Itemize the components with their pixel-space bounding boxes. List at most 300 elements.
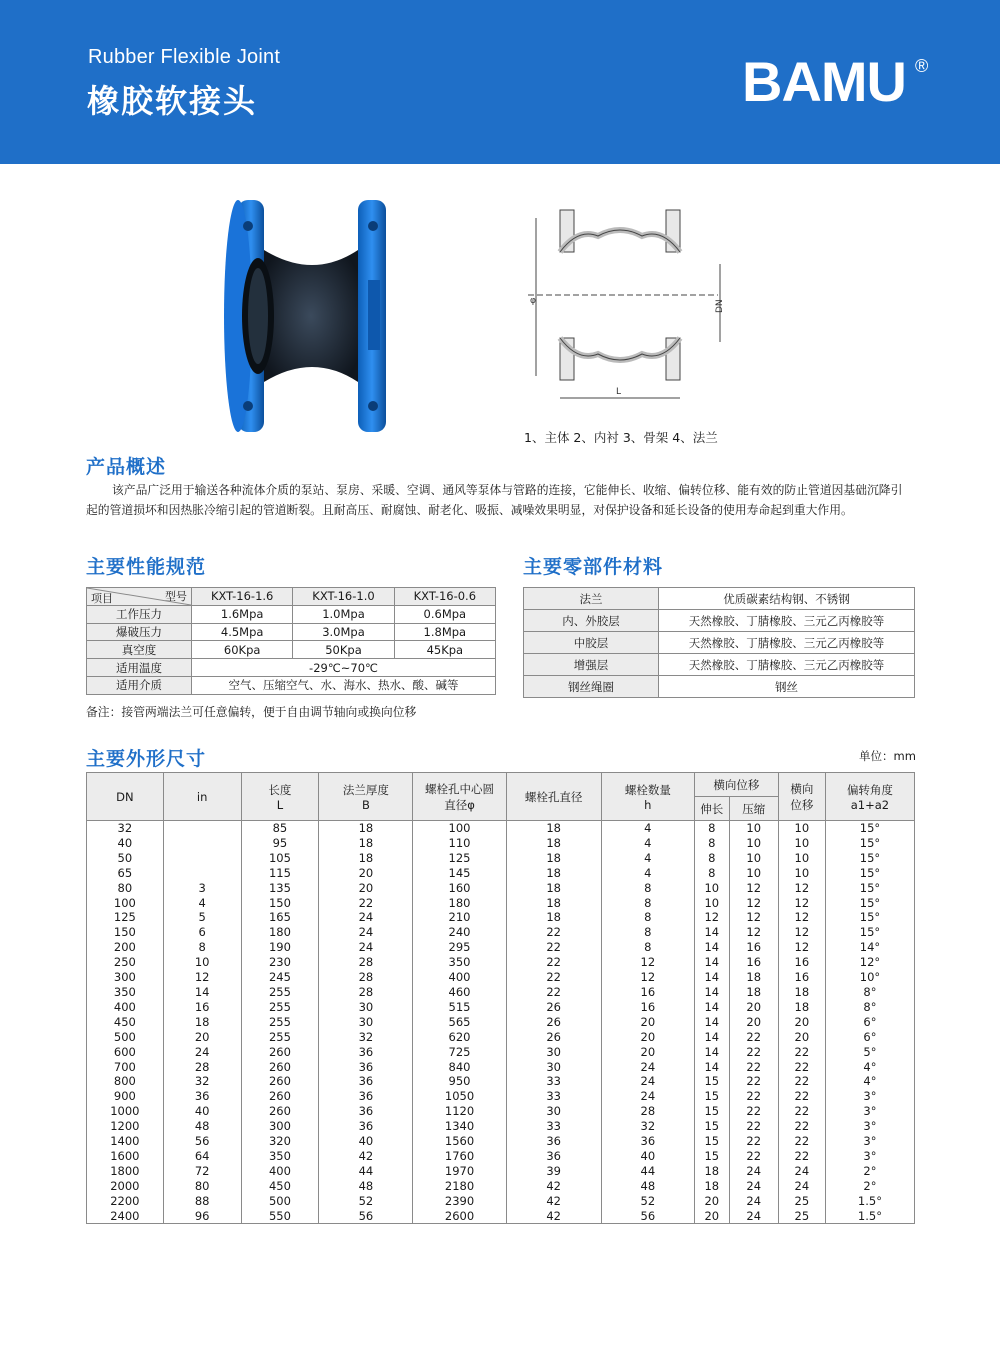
table-cell: 8 bbox=[601, 940, 694, 955]
table-cell: 350 bbox=[241, 1149, 319, 1164]
table-cell: 160 bbox=[413, 881, 506, 896]
title-chinese: 橡胶软接头 bbox=[87, 82, 258, 120]
col-axial: 横向位移 bbox=[694, 773, 778, 797]
table-cell: 10 bbox=[729, 866, 778, 881]
part-material: 天然橡胶、丁腈橡胶、三元乙丙橡胶等 bbox=[659, 632, 915, 654]
table-cell: 18 bbox=[319, 836, 413, 851]
cell: 1.6Mpa bbox=[192, 605, 293, 623]
table-cell: 15° bbox=[825, 866, 914, 881]
table-cell: 1200 bbox=[87, 1119, 164, 1134]
col-compress: 压缩 bbox=[729, 797, 778, 821]
title-english: Rubber Flexible Joint bbox=[88, 46, 281, 68]
header-band bbox=[0, 0, 1000, 164]
table-cell: 33 bbox=[506, 1089, 601, 1104]
table-cell: 1.5° bbox=[825, 1194, 914, 1209]
table-cell: 2000 bbox=[87, 1179, 164, 1194]
performance-table bbox=[86, 587, 496, 695]
table-cell: 1400 bbox=[87, 1134, 164, 1149]
table-cell: 255 bbox=[241, 1015, 319, 1030]
table-cell: 22 bbox=[729, 1030, 778, 1045]
table-cell: 22 bbox=[506, 955, 601, 970]
col-flange bbox=[319, 773, 413, 821]
table-cell: 30 bbox=[506, 1060, 601, 1075]
table-cell: 12 bbox=[778, 940, 825, 955]
table-cell: 18 bbox=[694, 1164, 729, 1179]
table-cell: 18 bbox=[319, 851, 413, 866]
table-cell: 24 bbox=[601, 1089, 694, 1104]
table-cell: 15° bbox=[825, 836, 914, 851]
cell: -29℃~70℃ bbox=[192, 659, 496, 677]
col-pcd bbox=[413, 773, 506, 821]
table-cell: 12 bbox=[729, 910, 778, 925]
row-label: 爆破压力 bbox=[87, 623, 192, 641]
table-cell: 65 bbox=[87, 866, 164, 881]
table-cell: 10 bbox=[778, 851, 825, 866]
performance-note: 备注：接管两端法兰可任意偏转，便于自由调节轴向或换向位移 bbox=[86, 705, 417, 719]
table-row bbox=[87, 970, 915, 985]
table-cell: 44 bbox=[601, 1164, 694, 1179]
table-cell: 10 bbox=[163, 955, 241, 970]
table-cell: 28 bbox=[319, 970, 413, 985]
table-cell bbox=[163, 836, 241, 851]
table-cell: 20 bbox=[778, 1030, 825, 1045]
table-cell: 15° bbox=[825, 881, 914, 896]
table-cell: 400 bbox=[87, 1000, 164, 1015]
table-cell: 52 bbox=[601, 1194, 694, 1209]
table-cell: 26 bbox=[506, 1015, 601, 1030]
table-row bbox=[87, 910, 915, 925]
table-cell: 18 bbox=[778, 985, 825, 1000]
table-cell: 18 bbox=[506, 851, 601, 866]
table-cell: 2400 bbox=[87, 1209, 164, 1224]
table-cell: 14 bbox=[694, 940, 729, 955]
table-cell: 40 bbox=[601, 1149, 694, 1164]
table-cell: 900 bbox=[87, 1089, 164, 1104]
table-cell: 24 bbox=[319, 940, 413, 955]
table-cell: 48 bbox=[163, 1119, 241, 1134]
table-cell: 18 bbox=[729, 985, 778, 1000]
table-row bbox=[87, 955, 915, 970]
table-cell: 105 bbox=[241, 851, 319, 866]
table-cell: 12 bbox=[729, 881, 778, 896]
performance-title: 主要性能规范 bbox=[86, 556, 207, 578]
table-cell: 15 bbox=[694, 1134, 729, 1149]
table-cell: 14 bbox=[694, 985, 729, 1000]
table-cell: 1970 bbox=[413, 1164, 506, 1179]
table-cell: 3° bbox=[825, 1119, 914, 1134]
dn-label: DN bbox=[715, 299, 725, 313]
table-cell: 135 bbox=[241, 881, 319, 896]
table-cell: 56 bbox=[163, 1134, 241, 1149]
table-cell: 12 bbox=[778, 896, 825, 911]
table-cell: 16 bbox=[778, 970, 825, 985]
overview-text: 该产品广泛用于输送各种流体介质的泵站、泵房、采暖、空调、通风等泵体与管路的连接，它能伸长、收缩、偏转位移、能有效的防止管道因基础沉降引起的管道损坏和因热胀冷缩引起的管道断裂。且耐高压、耐腐蚀、耐老化、吸振、减噪效果明显，对保护设备和延长设备的使用寿命起到重大作用。 bbox=[86, 483, 903, 517]
table-cell: 14 bbox=[694, 970, 729, 985]
table-cell: 28 bbox=[601, 1104, 694, 1119]
table-cell: 22 bbox=[729, 1104, 778, 1119]
table-cell: 14 bbox=[694, 955, 729, 970]
table-cell: 550 bbox=[241, 1209, 319, 1224]
table-cell: 24 bbox=[319, 925, 413, 940]
table-cell: 39 bbox=[506, 1164, 601, 1179]
table-row bbox=[87, 1015, 915, 1030]
table-cell: 450 bbox=[241, 1179, 319, 1194]
table-cell: 22 bbox=[729, 1074, 778, 1089]
table-cell: 32 bbox=[319, 1030, 413, 1045]
cell: 45Kpa bbox=[394, 641, 495, 659]
table-cell: 5° bbox=[825, 1045, 914, 1060]
table-cell: 25 bbox=[778, 1209, 825, 1224]
table-cell: 72 bbox=[163, 1164, 241, 1179]
table-cell: 12 bbox=[163, 970, 241, 985]
table-cell: 24 bbox=[319, 910, 413, 925]
table-cell: 200 bbox=[87, 940, 164, 955]
table-cell: 300 bbox=[241, 1119, 319, 1134]
table-cell: 40 bbox=[163, 1104, 241, 1119]
part-material: 优质碳素结构钢、不锈钢 bbox=[659, 588, 915, 610]
table-cell: 620 bbox=[413, 1030, 506, 1045]
brand-logo: BAMU bbox=[742, 50, 906, 113]
table-cell: 50 bbox=[87, 851, 164, 866]
table-cell: 18 bbox=[506, 910, 601, 925]
part-material: 钢丝 bbox=[659, 676, 915, 698]
table-cell: 150 bbox=[241, 896, 319, 911]
table-cell: 33 bbox=[506, 1119, 601, 1134]
table-cell: 1560 bbox=[413, 1134, 506, 1149]
table-cell: 145 bbox=[413, 866, 506, 881]
table-cell: 3° bbox=[825, 1104, 914, 1119]
table-cell: 350 bbox=[87, 985, 164, 1000]
table-cell: 515 bbox=[413, 1000, 506, 1015]
table-cell: 18 bbox=[729, 970, 778, 985]
table-row bbox=[87, 836, 915, 851]
table-cell: 33 bbox=[506, 1074, 601, 1089]
model-header: KXT-16-1.6 bbox=[192, 588, 293, 606]
corner-bottom: 项目 bbox=[91, 591, 113, 605]
table-cell: 24 bbox=[729, 1164, 778, 1179]
table-cell: 24 bbox=[163, 1045, 241, 1060]
table-cell: 180 bbox=[241, 925, 319, 940]
table-cell: 255 bbox=[241, 985, 319, 1000]
table-cell: 500 bbox=[241, 1194, 319, 1209]
table-cell: 32 bbox=[163, 1074, 241, 1089]
table-cell: 18 bbox=[694, 1179, 729, 1194]
table-cell: 8 bbox=[601, 925, 694, 940]
table-cell: 15° bbox=[825, 925, 914, 940]
table-cell: 255 bbox=[241, 1030, 319, 1045]
table-cell: 1600 bbox=[87, 1149, 164, 1164]
table-cell: 2° bbox=[825, 1164, 914, 1179]
table-row bbox=[87, 1060, 915, 1075]
table-cell: 22 bbox=[729, 1134, 778, 1149]
table-cell: 22 bbox=[778, 1089, 825, 1104]
table-cell: 56 bbox=[319, 1209, 413, 1224]
table-cell: 18 bbox=[506, 881, 601, 896]
table-cell: 12° bbox=[825, 955, 914, 970]
cell: 60Kpa bbox=[192, 641, 293, 659]
table-cell: 40 bbox=[319, 1134, 413, 1149]
table-cell: 18 bbox=[506, 836, 601, 851]
table-row bbox=[87, 851, 915, 866]
table-cell: 110 bbox=[413, 836, 506, 851]
product-photo bbox=[218, 190, 428, 440]
table-cell: 4 bbox=[601, 866, 694, 881]
table-cell: 36 bbox=[319, 1060, 413, 1075]
table-cell: 28 bbox=[319, 955, 413, 970]
col-length-symbol: L bbox=[276, 797, 284, 812]
table-cell: 240 bbox=[413, 925, 506, 940]
table-cell: 8° bbox=[825, 1000, 914, 1015]
table-cell: 15 bbox=[694, 1119, 729, 1134]
table-cell: 8 bbox=[694, 836, 729, 851]
col-in: in bbox=[163, 773, 241, 821]
table-row bbox=[87, 925, 915, 940]
table-cell: 2180 bbox=[413, 1179, 506, 1194]
table-cell: 22 bbox=[778, 1060, 825, 1075]
table-cell: 1340 bbox=[413, 1119, 506, 1134]
table-cell: 3° bbox=[825, 1089, 914, 1104]
table-cell: 15 bbox=[694, 1089, 729, 1104]
table-cell: 36 bbox=[163, 1089, 241, 1104]
table-cell: 16 bbox=[729, 940, 778, 955]
cell: 空气、压缩空气、水、海水、热水、酸、碱等 bbox=[192, 676, 496, 694]
table-cell: 22 bbox=[506, 940, 601, 955]
cell: 50Kpa bbox=[293, 641, 394, 659]
table-cell: 255 bbox=[241, 1000, 319, 1015]
part-material: 天然橡胶、丁腈橡胶、三元乙丙橡胶等 bbox=[659, 610, 915, 632]
table-cell: 32 bbox=[87, 821, 164, 836]
table-cell: 16 bbox=[601, 985, 694, 1000]
registered-mark: ® bbox=[915, 56, 929, 76]
table-cell: 245 bbox=[241, 970, 319, 985]
table-cell: 36 bbox=[319, 1104, 413, 1119]
table-cell: 30 bbox=[319, 1015, 413, 1030]
table-cell: 100 bbox=[413, 821, 506, 836]
table-cell: 15° bbox=[825, 821, 914, 836]
col-flange-symbol: B bbox=[361, 797, 370, 812]
table-cell: 18 bbox=[319, 821, 413, 836]
table-cell: 24 bbox=[778, 1164, 825, 1179]
table-cell: 1120 bbox=[413, 1104, 506, 1119]
table-cell: 12 bbox=[729, 896, 778, 911]
col-length-label: 长度 bbox=[268, 782, 292, 797]
table-cell: 22 bbox=[506, 925, 601, 940]
table-cell: 40 bbox=[87, 836, 164, 851]
part-material: 天然橡胶、丁腈橡胶、三元乙丙橡胶等 bbox=[659, 654, 915, 676]
model-header: KXT-16-1.0 bbox=[293, 588, 394, 606]
table-row bbox=[87, 940, 915, 955]
unit-label: 单位：mm bbox=[859, 749, 916, 763]
table-cell: 36 bbox=[319, 1119, 413, 1134]
table-row bbox=[87, 1089, 915, 1104]
table-cell: 20 bbox=[601, 1030, 694, 1045]
table-cell: 165 bbox=[241, 910, 319, 925]
table-cell: 22 bbox=[778, 1104, 825, 1119]
table-cell: 565 bbox=[413, 1015, 506, 1030]
table-cell: 26 bbox=[506, 1030, 601, 1045]
table-cell: 24 bbox=[729, 1179, 778, 1194]
table-cell: 52 bbox=[319, 1194, 413, 1209]
dimensions-table bbox=[86, 772, 915, 1224]
table-cell: 12 bbox=[778, 925, 825, 940]
length-label: L bbox=[616, 387, 622, 397]
table-cell: 5 bbox=[163, 910, 241, 925]
table-cell: 80 bbox=[87, 881, 164, 896]
table-cell: 125 bbox=[87, 910, 164, 925]
table-row bbox=[87, 1119, 915, 1134]
table-cell: 20 bbox=[729, 1015, 778, 1030]
table-cell: 180 bbox=[413, 896, 506, 911]
table-cell: 20 bbox=[319, 866, 413, 881]
col-extend: 伸长 bbox=[694, 797, 729, 821]
table-cell: 15 bbox=[694, 1104, 729, 1119]
row-label: 真空度 bbox=[87, 641, 192, 659]
table-cell: 15° bbox=[825, 910, 914, 925]
table-cell: 42 bbox=[319, 1149, 413, 1164]
table-cell: 22 bbox=[778, 1134, 825, 1149]
table-cell: 15° bbox=[825, 851, 914, 866]
table-cell: 42 bbox=[506, 1179, 601, 1194]
table-row bbox=[87, 1164, 915, 1179]
table-cell: 300 bbox=[87, 970, 164, 985]
table-cell: 10 bbox=[729, 821, 778, 836]
corner-cell bbox=[87, 588, 192, 606]
table-cell: 840 bbox=[413, 1060, 506, 1075]
materials-table bbox=[523, 587, 915, 698]
table-cell: 320 bbox=[241, 1134, 319, 1149]
table-cell: 16 bbox=[601, 1000, 694, 1015]
table-cell: 14 bbox=[694, 1060, 729, 1075]
table-cell: 18 bbox=[506, 896, 601, 911]
table-cell: 14 bbox=[163, 985, 241, 1000]
table-cell: 2200 bbox=[87, 1194, 164, 1209]
table-cell: 10 bbox=[694, 896, 729, 911]
table-cell: 22 bbox=[506, 985, 601, 1000]
dimensions-title: 主要外形尺寸 bbox=[86, 748, 207, 770]
cell: 0.6Mpa bbox=[394, 605, 495, 623]
table-cell: 42 bbox=[506, 1194, 601, 1209]
table-cell: 80 bbox=[163, 1179, 241, 1194]
table-cell: 12 bbox=[694, 910, 729, 925]
cell: 4.5Mpa bbox=[192, 623, 293, 641]
table-cell: 6 bbox=[163, 925, 241, 940]
table-cell: 4° bbox=[825, 1074, 914, 1089]
table-cell: 85 bbox=[241, 821, 319, 836]
table-cell: 48 bbox=[319, 1179, 413, 1194]
col-angle bbox=[825, 773, 914, 821]
table-row bbox=[87, 866, 915, 881]
table-cell: 12 bbox=[601, 970, 694, 985]
table-cell: 8 bbox=[694, 821, 729, 836]
table-cell: 15 bbox=[694, 1074, 729, 1089]
table-cell: 115 bbox=[241, 866, 319, 881]
row-label: 适用介质 bbox=[87, 676, 192, 694]
table-cell: 24 bbox=[778, 1179, 825, 1194]
col-length bbox=[241, 773, 319, 821]
cell: 1.8Mpa bbox=[394, 623, 495, 641]
table-cell: 24 bbox=[729, 1209, 778, 1224]
table-cell: 3° bbox=[825, 1149, 914, 1164]
table-row bbox=[87, 1194, 915, 1209]
table-cell: 1760 bbox=[413, 1149, 506, 1164]
col-bolts bbox=[601, 773, 694, 821]
table-cell: 22 bbox=[729, 1119, 778, 1134]
table-cell: 725 bbox=[413, 1045, 506, 1060]
table-cell: 26 bbox=[506, 1000, 601, 1015]
table-cell: 18 bbox=[163, 1015, 241, 1030]
table-cell: 22 bbox=[778, 1074, 825, 1089]
phi-label: φ bbox=[530, 296, 536, 306]
table-row bbox=[87, 1149, 915, 1164]
table-row bbox=[87, 1179, 915, 1194]
table-cell: 2600 bbox=[413, 1209, 506, 1224]
table-cell: 10° bbox=[825, 970, 914, 985]
table-cell: 12 bbox=[778, 881, 825, 896]
table-cell: 14 bbox=[694, 1045, 729, 1060]
table-cell bbox=[163, 821, 241, 836]
table-cell: 16 bbox=[163, 1000, 241, 1015]
table-cell: 4 bbox=[163, 896, 241, 911]
table-cell: 800 bbox=[87, 1074, 164, 1089]
cross-section-diagram bbox=[508, 198, 738, 416]
col-lateral bbox=[778, 773, 825, 821]
table-row bbox=[87, 881, 915, 896]
table-cell: 3° bbox=[825, 1134, 914, 1149]
table-cell: 1.5° bbox=[825, 1209, 914, 1224]
table-cell: 20 bbox=[319, 881, 413, 896]
table-cell: 260 bbox=[241, 1089, 319, 1104]
table-cell: 230 bbox=[241, 955, 319, 970]
table-cell: 10 bbox=[729, 851, 778, 866]
table-cell: 8° bbox=[825, 985, 914, 1000]
table-cell: 4° bbox=[825, 1060, 914, 1075]
table-cell: 22 bbox=[778, 1149, 825, 1164]
table-cell: 15 bbox=[694, 1149, 729, 1164]
table-cell: 20 bbox=[601, 1015, 694, 1030]
table-row bbox=[87, 1209, 915, 1224]
table-cell: 8 bbox=[694, 866, 729, 881]
table-cell: 6° bbox=[825, 1030, 914, 1045]
table-cell: 260 bbox=[241, 1060, 319, 1075]
table-cell: 250 bbox=[87, 955, 164, 970]
materials-title: 主要零部件材料 bbox=[523, 556, 664, 578]
part-name: 内、外胶层 bbox=[524, 610, 659, 632]
col-lateral-label: 横向 bbox=[790, 781, 814, 796]
table-cell: 16 bbox=[729, 955, 778, 970]
table-cell: 14 bbox=[694, 925, 729, 940]
table-cell: 260 bbox=[241, 1074, 319, 1089]
table-cell: 12 bbox=[729, 925, 778, 940]
table-cell: 18 bbox=[778, 1000, 825, 1015]
table-cell: 24 bbox=[601, 1074, 694, 1089]
table-cell: 32 bbox=[601, 1119, 694, 1134]
table-cell: 12 bbox=[778, 910, 825, 925]
table-cell: 22 bbox=[729, 1045, 778, 1060]
table-cell: 64 bbox=[163, 1149, 241, 1164]
table-cell: 96 bbox=[163, 1209, 241, 1224]
table-cell: 12 bbox=[601, 955, 694, 970]
table-cell: 36 bbox=[319, 1074, 413, 1089]
table-row bbox=[87, 1000, 915, 1015]
table-cell: 15° bbox=[825, 896, 914, 911]
table-cell: 22 bbox=[729, 1149, 778, 1164]
col-angle-label: 偏转角度 bbox=[846, 782, 893, 797]
table-cell: 22 bbox=[506, 970, 601, 985]
table-cell: 24 bbox=[729, 1194, 778, 1209]
table-cell: 10 bbox=[778, 836, 825, 851]
table-cell: 950 bbox=[413, 1074, 506, 1089]
table-cell: 30 bbox=[506, 1104, 601, 1119]
